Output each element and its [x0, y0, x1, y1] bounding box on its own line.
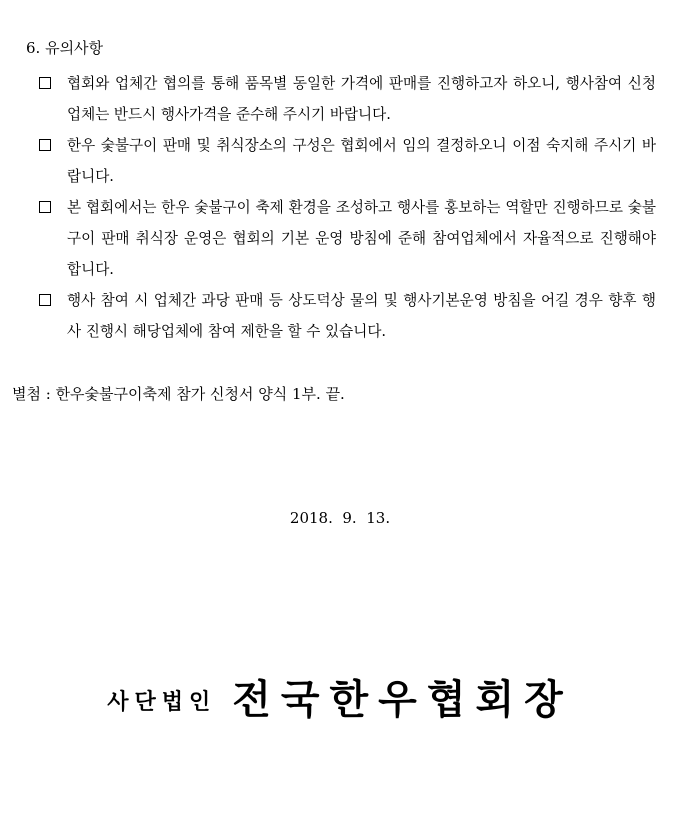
notice-item	[36, 192, 656, 285]
checkbox-bullet-icon	[39, 294, 51, 306]
signature-block	[0, 668, 680, 725]
notice-text: 행사 참여 시 업체간 과당 판매 등 상도덕상 물의 및 행사기본운영 방침을 어길 경우 향후 행사 진행시 해당업체에 참여 제한을 할 수 있습니다.	[67, 292, 656, 340]
attachment-note: 별첨 : 한우숯불구이축제 참가 신청서 양식 1부. 끝.	[12, 385, 345, 403]
section-heading: 6. 유의사항	[26, 39, 104, 57]
signature-prefix: 사단법인	[107, 690, 217, 715]
checkbox-bullet-icon	[39, 201, 51, 213]
notice-item	[36, 130, 656, 192]
document-date: 2018. 9. 13.	[289, 509, 391, 527]
notice-item	[36, 68, 656, 130]
signature-name: 전국한우협회장	[232, 677, 573, 723]
checkbox-bullet-icon	[39, 139, 51, 151]
notice-text: 한우 숯불구이 판매 및 취식장소의 구성은 협회에서 임의 결정하오니 이점 숙지해 주시기 바랍니다.	[67, 137, 656, 185]
checkbox-bullet-icon	[39, 77, 51, 89]
notice-item	[36, 285, 656, 347]
notice-text: 협회와 업체간 협의를 통해 품목별 동일한 가격에 판매를 진행하고자 하오니, 행사참여 신청업체는 반드시 행사가격을 준수해 주시기 바랍니다.	[67, 75, 656, 123]
notice-text: 본 협회에서는 한우 숯불구이 축제 환경을 조성하고 행사를 홍보하는 역할만 진행하므로 숯불구이 판매 취식장 운영은 협회의 기본 운영 방침에 준해 참여업체에서 자율적으로 진행해야 합니다.	[67, 199, 656, 278]
notice-list	[36, 68, 656, 347]
